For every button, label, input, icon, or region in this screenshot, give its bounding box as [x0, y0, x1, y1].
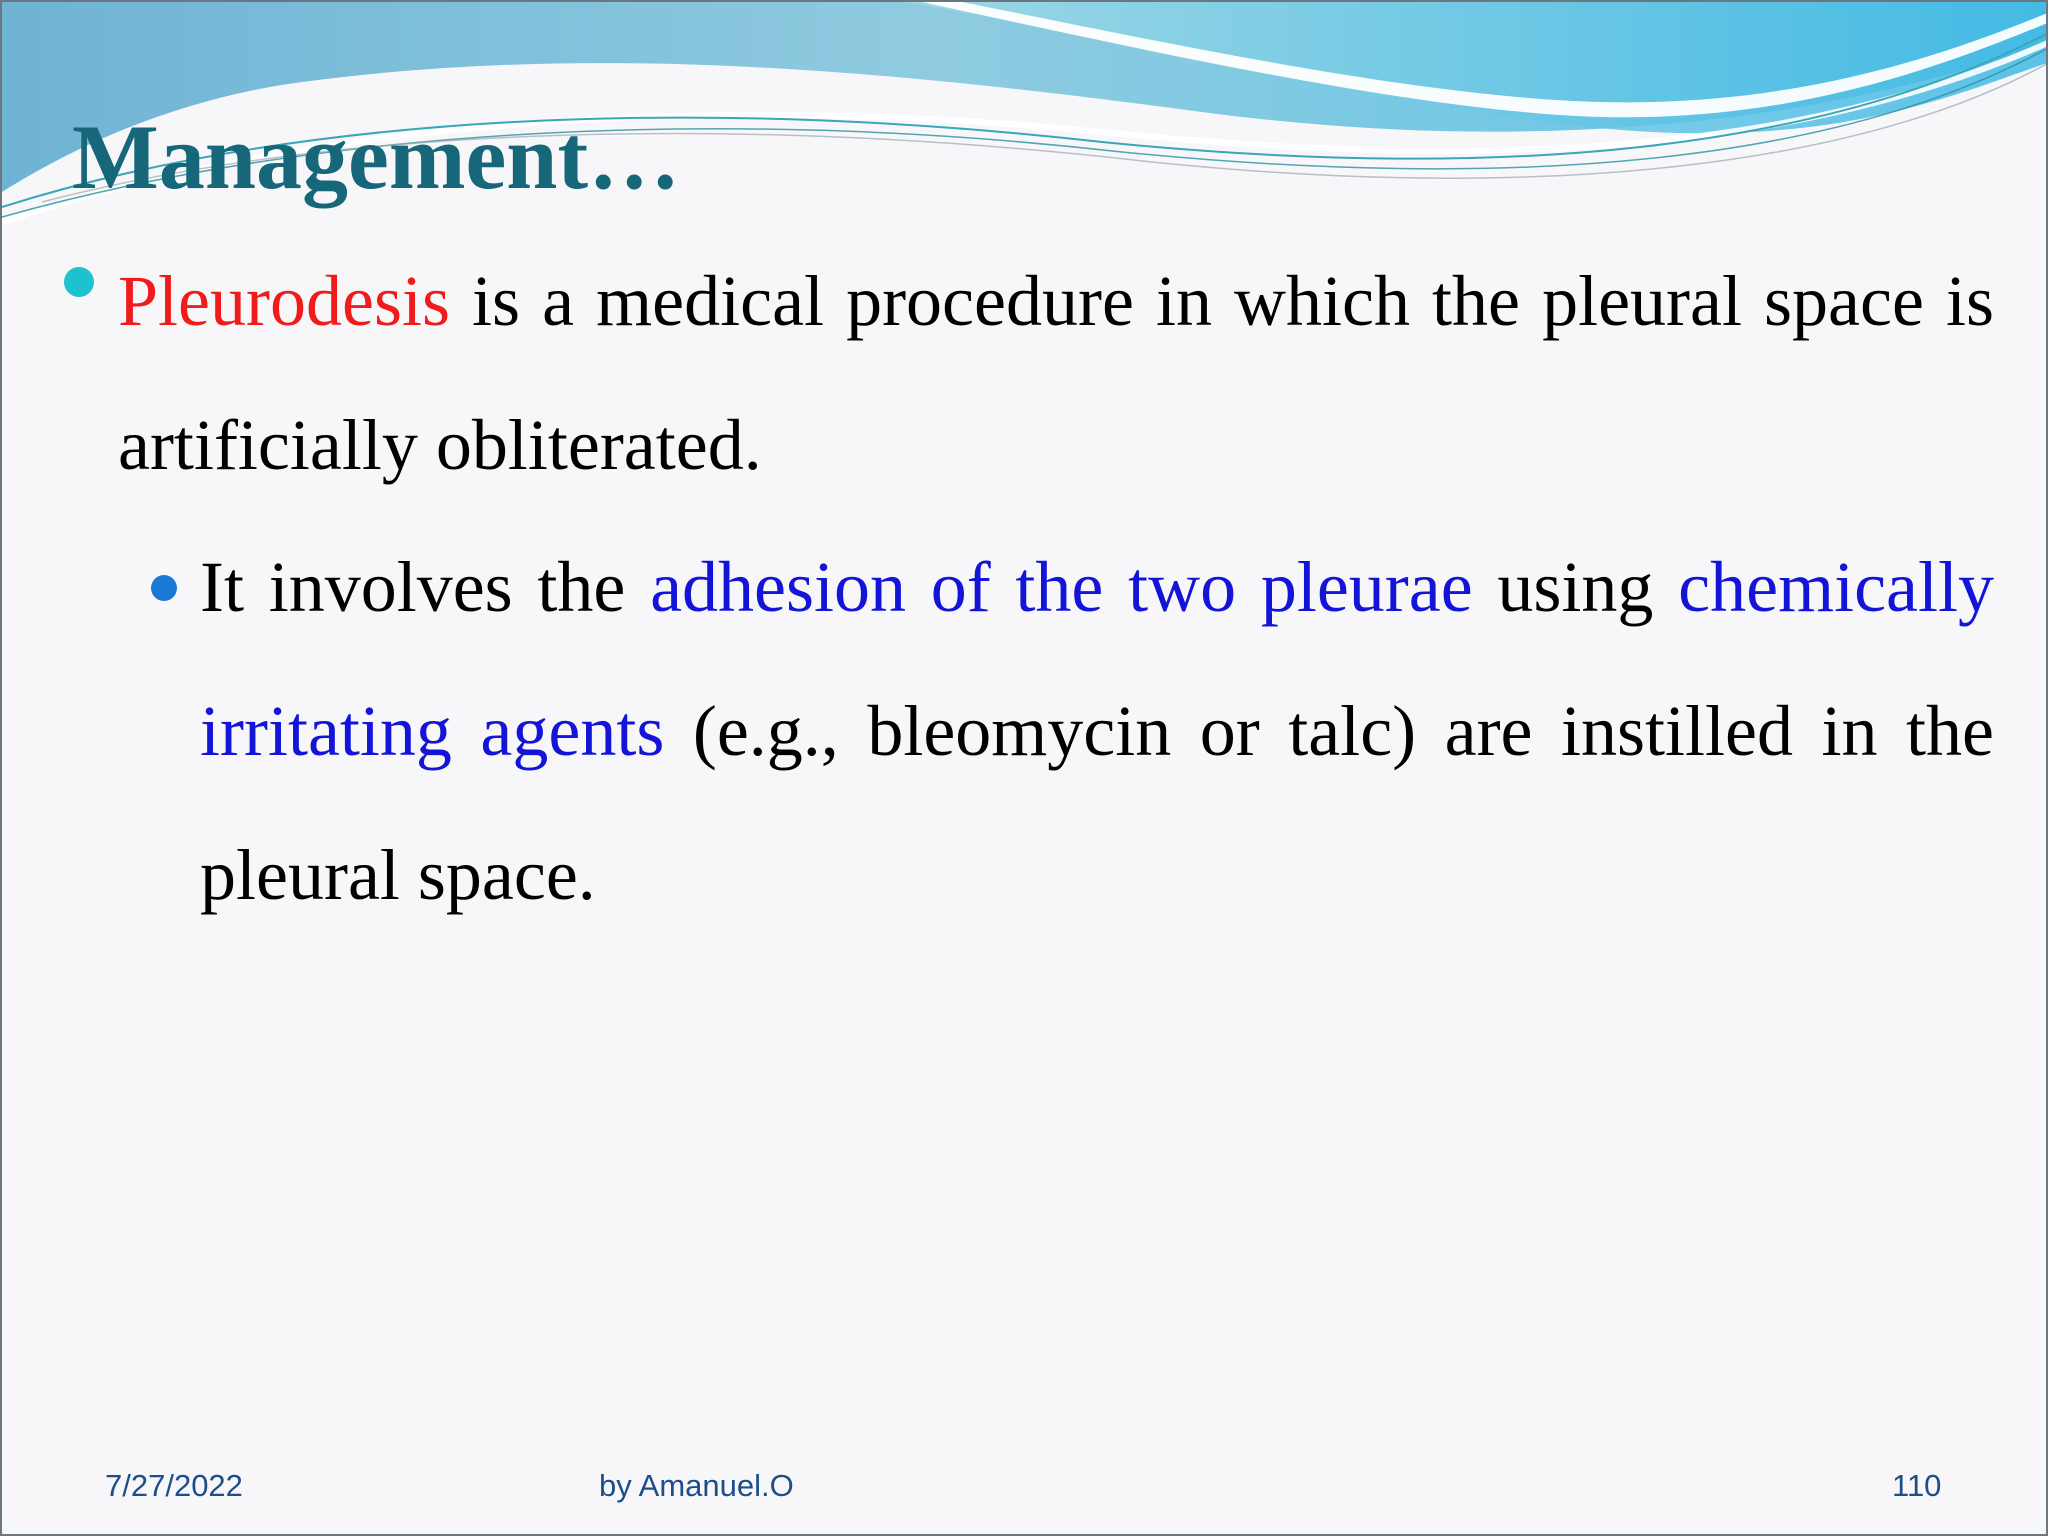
- bullet-1-text: is a medical procedure in which the pleural space is artificially obliterated.: [118, 261, 1994, 485]
- bullet-2-text-a: It involves the: [200, 547, 651, 627]
- bullet-2-highlight-b: chemically irritating agents: [200, 547, 1994, 771]
- bullet-2-text-c: (e.g., bleomycin or talc) are instilled in the pleural space.: [200, 691, 1994, 915]
- slide-title: Management…: [72, 106, 681, 208]
- bullet-dot-level-1: [64, 267, 94, 297]
- bullet-item-1: [118, 229, 1994, 517]
- bullet-2-highlight-a: adhesion of the two pleurae: [650, 547, 1473, 627]
- bullet-item-2: [200, 515, 1994, 947]
- bullet-dot-level-2: [151, 575, 177, 601]
- bullet-2-text-b: using: [1472, 547, 1679, 627]
- bullet-1-highlight: Pleurodesis: [118, 261, 450, 341]
- footer-page-number: 110: [1892, 1468, 1942, 1503]
- footer-date: 7/27/2022: [105, 1468, 243, 1503]
- footer-author: by Amanuel.O: [599, 1468, 794, 1503]
